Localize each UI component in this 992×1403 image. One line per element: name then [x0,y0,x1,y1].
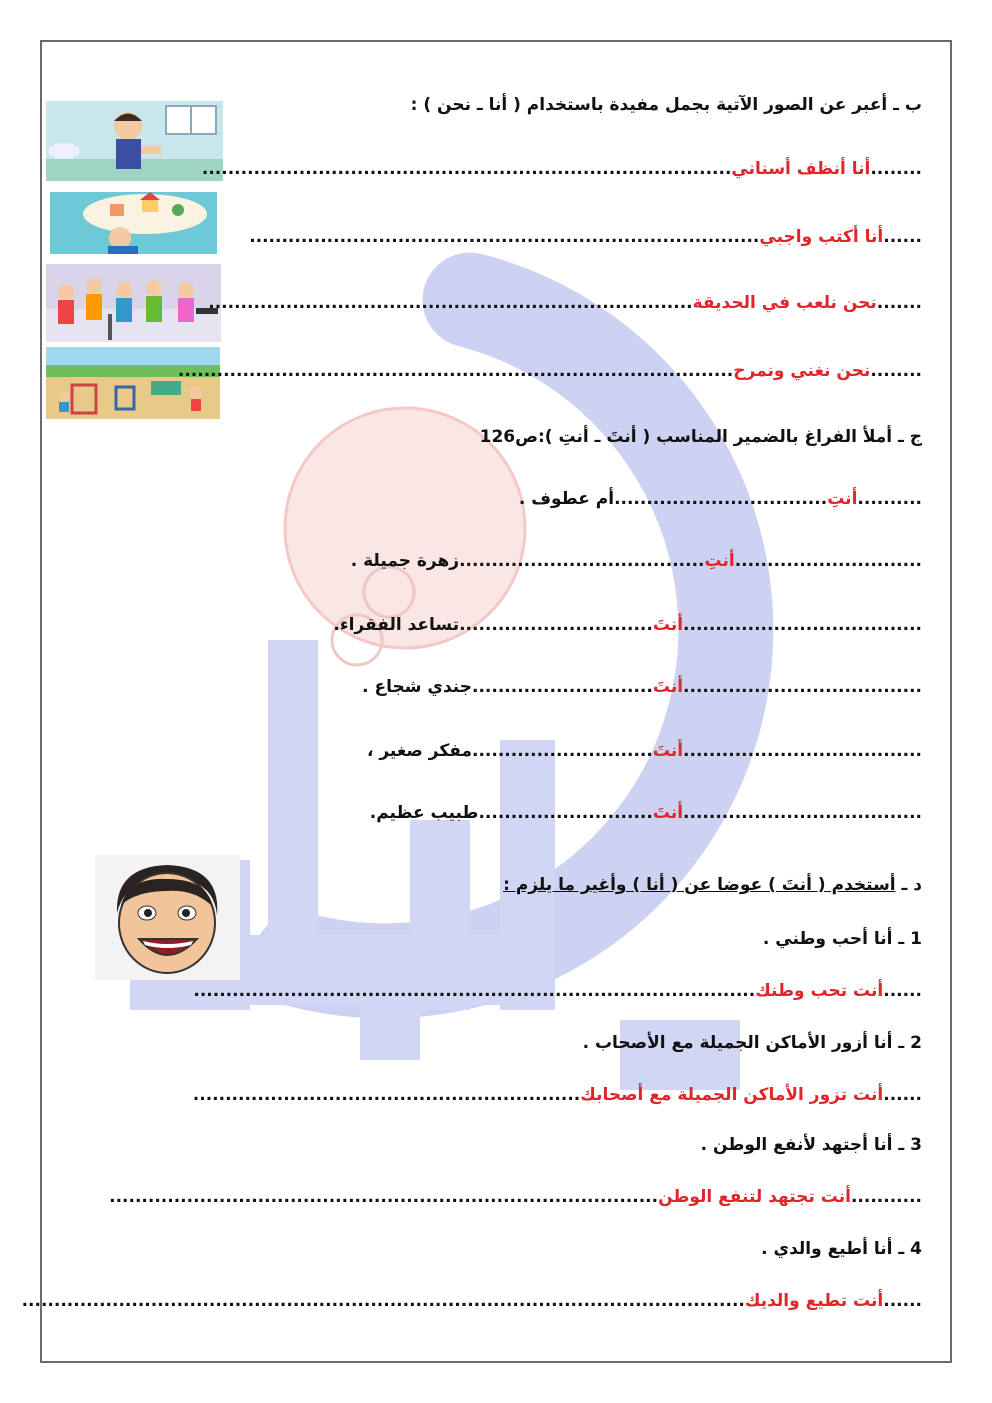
answer-dots: ...... [883,1085,922,1105]
section-c-row [367,738,922,764]
answer-dots: ...................................................................................... [177,361,734,381]
pronoun: أنتَ [652,677,684,697]
answer-text: أنا أنظف أسناني [731,159,871,179]
blank-dots: ............................ [472,741,653,761]
lead-dots: ..................................... [683,803,922,823]
section-c-row [333,612,922,638]
lead-dots: ..................................... [683,615,922,635]
answer-text: أنت تحب وطنك [755,981,884,1001]
section-d-heading [503,872,922,898]
pronoun: أنتَ [652,615,684,635]
section-c-row [362,674,922,700]
sentence-rest: أم عطوف . [518,489,615,509]
section-b-answer-line [202,156,922,182]
answer-dots: ............................................................................... [249,227,760,247]
sentence-rest: زهرة جميلة . [350,551,460,571]
kids-playing-music-image [46,264,221,342]
sentence-rest: طبيب عظيم. [369,803,479,823]
pronoun: أنتِ [827,489,858,509]
answer-dots: .................................................................................. [201,159,732,179]
section-d-answer-line [109,1184,922,1210]
answer-text: نحن نغني ونمرح [733,361,871,381]
section-d-prefix: د ـ [901,875,922,895]
section-b-answer-line [208,290,922,316]
lead-dots: ............................. [734,551,922,571]
section-d-answer-line [193,978,922,1004]
answer-dots: ................................................................................................................ [21,1291,745,1311]
pronoun: أنتَ [652,741,684,761]
section-d-sentence: 2 ـ أنا أزور الأماكن الجميلة مع الأصحاب . [582,1033,922,1053]
section-d-answer-line [193,1082,922,1108]
pronoun: أنتِ [704,551,735,571]
lead-dots: ..................................... [683,677,922,697]
blank-dots: ...................................... [459,551,705,571]
section-b-answer-line [178,358,922,384]
section-c-row [519,486,922,512]
sentence-rest: جندي شجاع . [362,677,472,697]
section-c-row [351,548,922,574]
lead-dots: .......... [857,489,922,509]
sentence-rest: مفكر صغير ، [366,741,472,761]
boy-brushing-teeth-image [46,101,223,181]
section-d-answer-line [22,1288,922,1314]
answer-text: نحن نلعب في الحديقة [692,293,877,313]
boy-thinking-writing-image [50,192,217,254]
section-d-sentence: 1 ـ أنا أحب وطني . [762,929,922,949]
answer-text: أنت تطيع والديك [744,1291,884,1311]
blank-dots: ............................ [472,677,653,697]
answer-dots: ...... [883,981,922,1001]
answer-dots: ........................................................................... [208,293,693,313]
answer-dots: ....... [876,293,922,313]
answer-text: أنت تجتهد لتنفع الوطن [658,1187,851,1207]
answer-dots: ..................................................................................... [109,1187,659,1207]
answer-dots: ....................................................................................... [193,981,756,1001]
sentence-rest: تساعد الفقراء. [333,615,460,635]
blank-dots: ........................... [478,803,653,823]
blank-dots: ................................. [614,489,828,509]
lead-dots: ..................................... [683,741,922,761]
smiling-boy-face-image [95,855,240,980]
section-b-answer-line [249,224,922,250]
section-c-heading: ج ـ أملأ الفراغ بالضمير المناسب ( أنتَ ـ أنتِ ):ص126 [479,427,922,447]
section-d-sentence: 3 ـ أنا أجتهد لأنفع الوطن . [700,1135,922,1155]
answer-dots: ............................................................ [192,1085,581,1105]
section-d-sentence: 4 ـ أنا أطيع والدي . [761,1239,922,1259]
answer-dots: ........... [850,1187,922,1207]
answer-dots: ........ [870,361,922,381]
answer-dots: ...... [883,227,922,247]
section-c-row [370,800,922,826]
answer-text: أنا أكتب واجبي [759,227,884,247]
section-b-heading: ب ـ أعبر عن الصور الآتية بجمل مفيدة باستخدام ( أنا ـ نحن ) : [410,95,922,115]
answer-text: أنت تزور الأماكن الجميلة مع أصحابك [580,1085,884,1105]
pronoun: أنتَ [652,803,684,823]
section-d-instruction: أستخدم ( أنتَ ) عوضا عن ( أنا ) وأغير ما يلزم : [503,875,896,895]
answer-dots: ...... [883,1291,922,1311]
answer-dots: ........ [870,159,922,179]
blank-dots: .............................. [459,615,653,635]
